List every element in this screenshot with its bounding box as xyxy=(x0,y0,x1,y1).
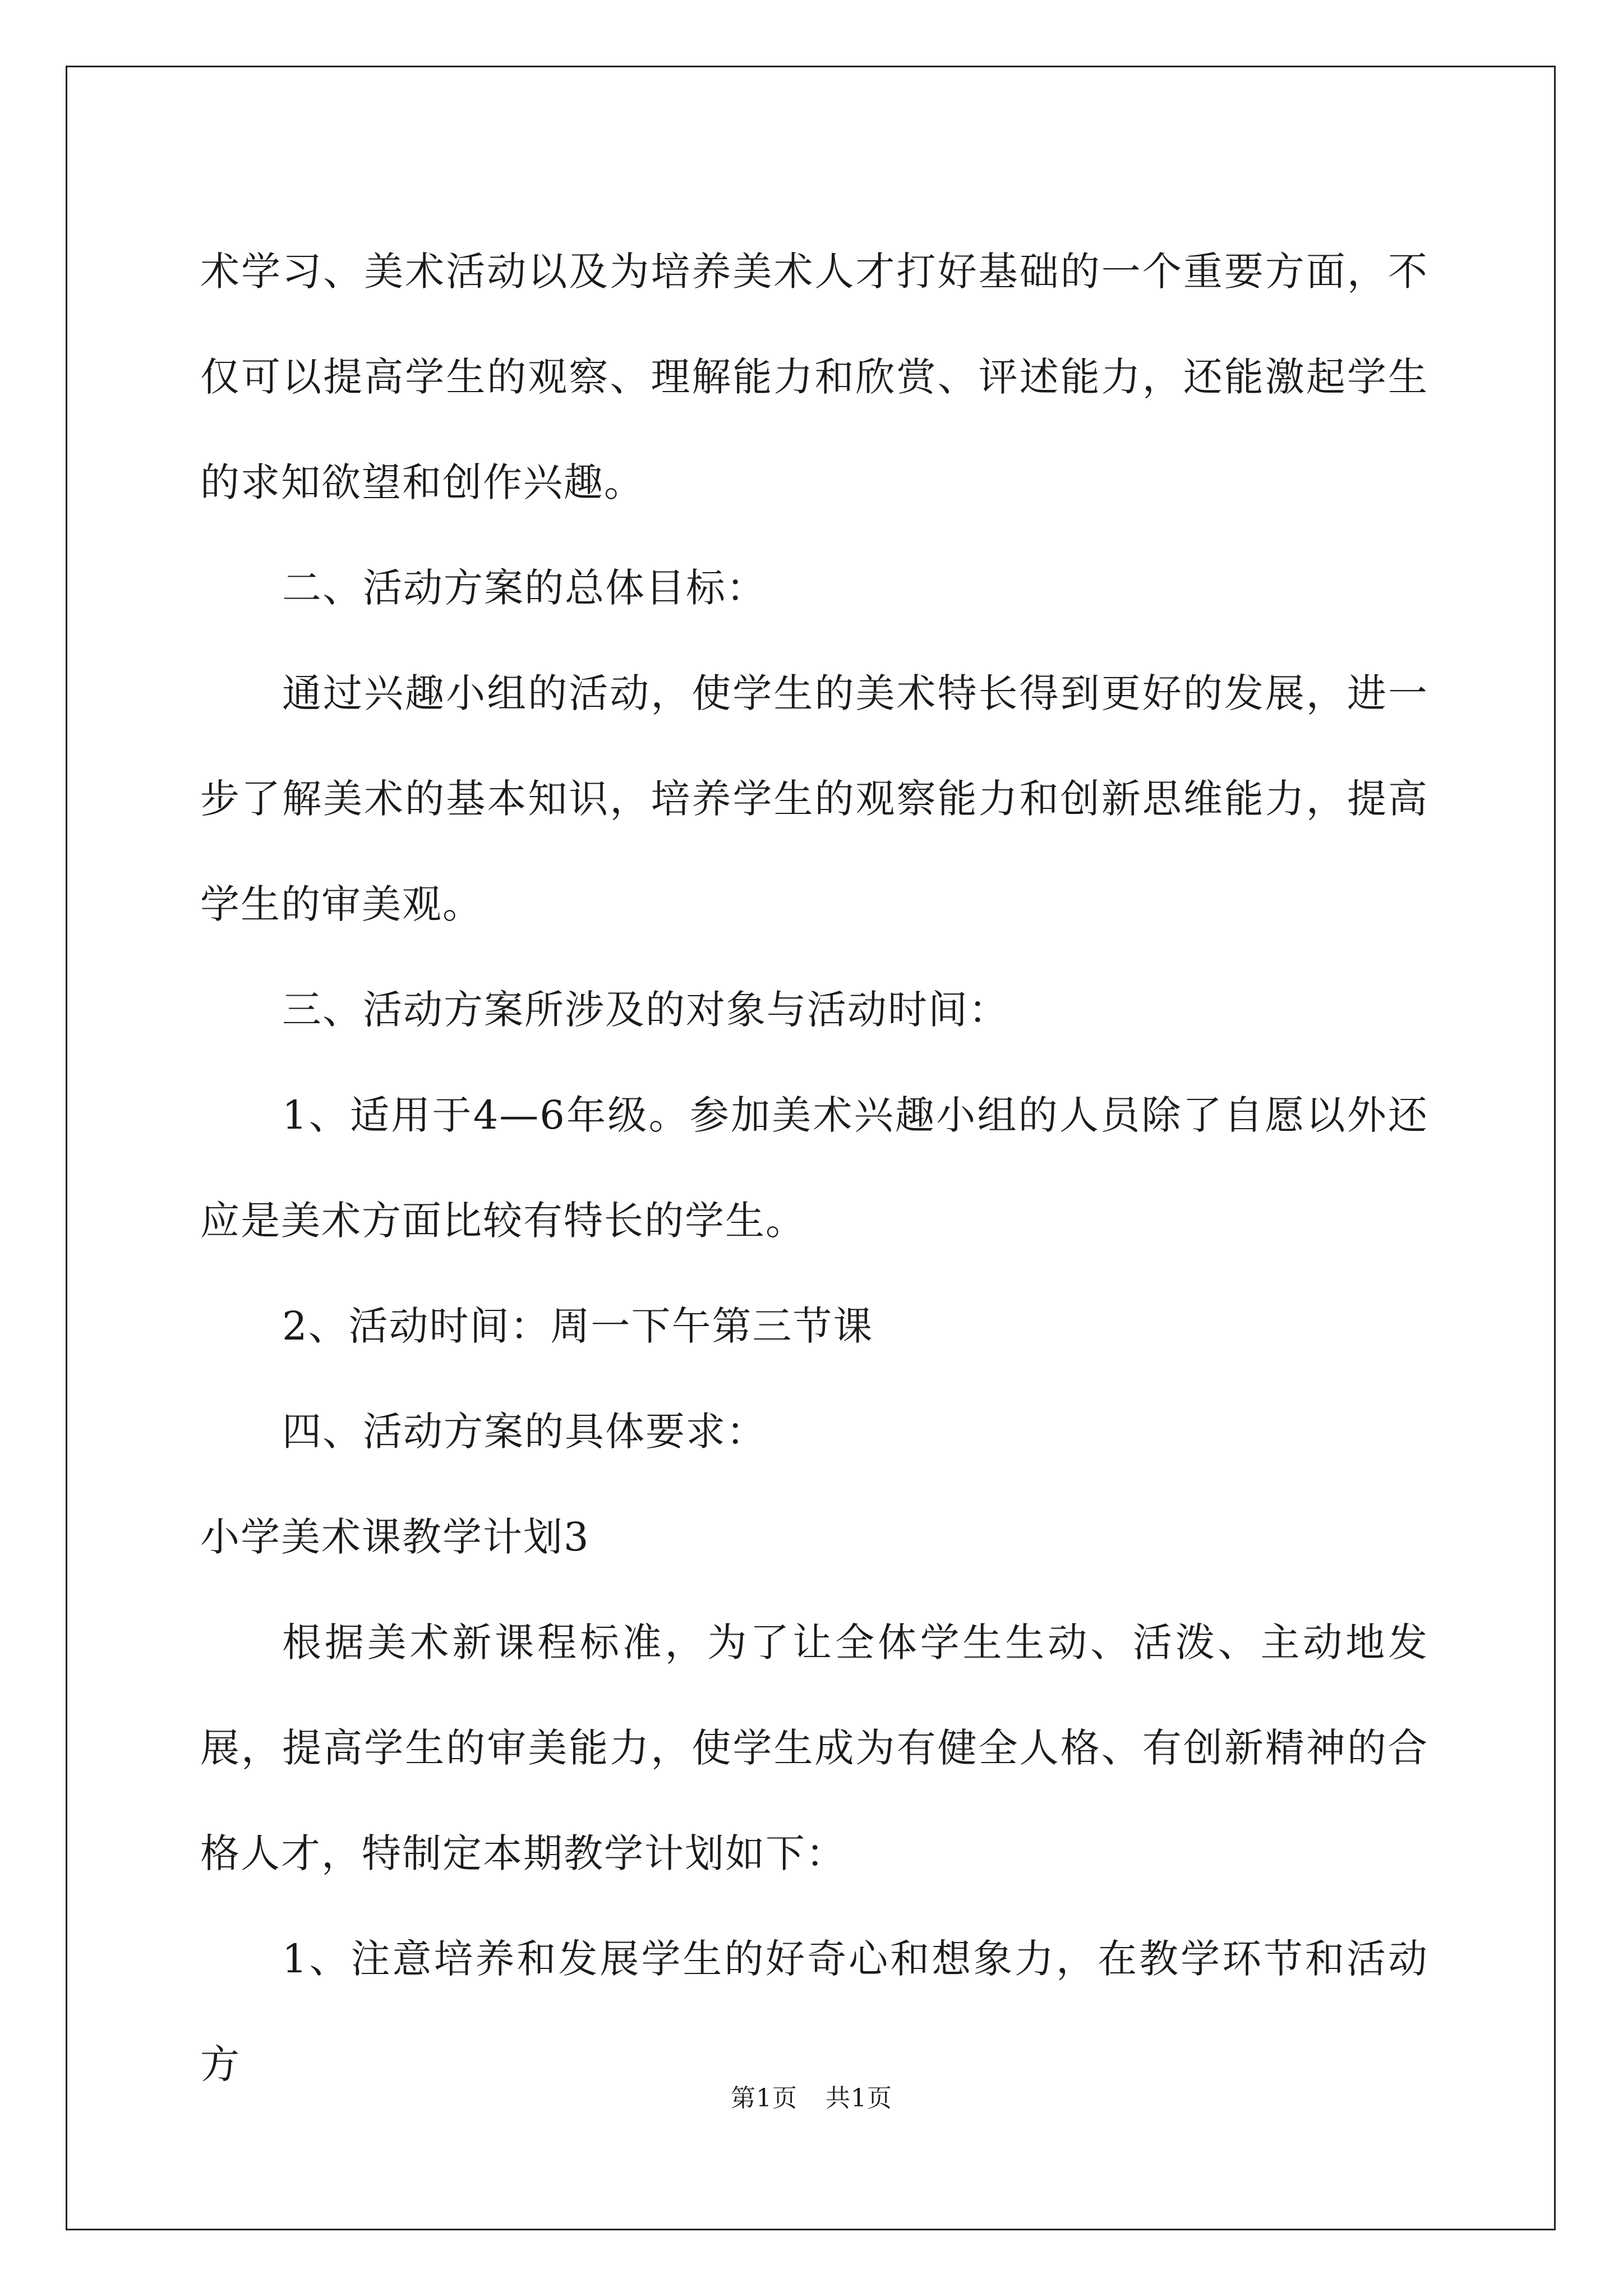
section-heading-requirements: 四、活动方案的具体要求： xyxy=(282,1409,767,1455)
paragraph-goals: 通过兴趣小组的活动，使学生的美术特长得到更好的发展，进一步了解美术的基本知识，培养学生的观察能力和创新思维能力，提高学生的审美观。 xyxy=(200,670,1428,927)
paragraph-plan-intro: 根据美术新课程标准，为了让全体学生生动、活泼、主动地发展，提高学生的审美能力，使学生成为有健全人格、有创新精神的合格人才，特制定本期教学计划如下： xyxy=(200,1619,1428,1876)
section-heading-goals: 二、活动方案的总体目标： xyxy=(282,565,767,611)
paragraph-activity-time: 2、活动时间：周一下午第三节课 xyxy=(282,1303,874,1349)
section-heading-targets-time: 三、活动方案所涉及的对象与活动时间： xyxy=(282,987,1009,1033)
paragraph-plan-item-1: 1、注意培养和发展学生的好奇心和想象力，在教学环节和活动方 xyxy=(200,1936,1428,2087)
paragraph-target-grades: 1、适用于4—6年级。参加美术兴趣小组的人员除了自愿以外还应是美术方面比较有特长的学生。 xyxy=(200,1092,1428,1244)
article-title: 小学美术课教学计划3 xyxy=(200,1514,590,1560)
page-number-total: 共1页 xyxy=(826,2084,892,2113)
page-number-current: 第1页 xyxy=(731,2084,797,2113)
document-body xyxy=(200,219,1428,2117)
page-footer xyxy=(0,2082,1623,2115)
paragraph-intro-continued: 术学习、美术活动以及为培养美术人才打好基础的一个重要方面，不仅可以提高学生的观察、理解能力和欣赏、评述能力，还能激起学生的求知欲望和创作兴趣。 xyxy=(200,249,1428,505)
